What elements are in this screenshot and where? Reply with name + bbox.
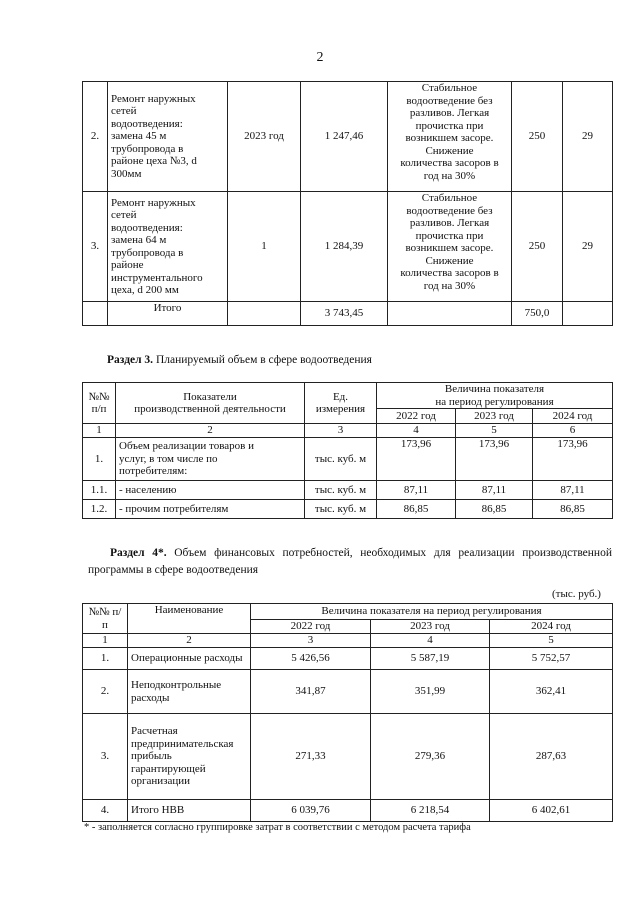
table-row xyxy=(83,438,613,481)
row-number: 1.2. xyxy=(83,500,116,519)
value-cell: 341,87 xyxy=(251,670,371,714)
year-header: 2022 год xyxy=(251,620,371,634)
row-number: 3. xyxy=(83,714,128,800)
text-line: расходы xyxy=(131,691,170,704)
total-label: Итого xyxy=(108,302,228,326)
table-row xyxy=(83,192,613,302)
text-line: водоотведение без xyxy=(406,94,493,107)
table-row xyxy=(83,648,613,670)
value-cell: 173,96 xyxy=(377,438,456,481)
text-line: Ремонт наружных xyxy=(111,92,196,105)
name-cell xyxy=(128,800,251,822)
row-number: 1. xyxy=(83,648,128,670)
value-cell: 173,96 xyxy=(456,438,533,481)
value-cell: 86,85 xyxy=(456,500,533,519)
value-cell: 287,63 xyxy=(490,714,613,800)
indicator-cell xyxy=(116,500,305,519)
total-cost: 3 743,45 xyxy=(301,302,388,326)
text-line: Ремонт наружных xyxy=(111,196,196,209)
text-line: Стабильное xyxy=(421,192,478,204)
text-line: трубопровода в xyxy=(111,246,184,259)
text-line: прочистка при xyxy=(415,119,484,132)
table-row xyxy=(83,670,613,714)
header-unit xyxy=(305,383,377,424)
year-header: 2024 год xyxy=(533,409,613,424)
table-total-row xyxy=(83,302,613,326)
text-line: предпринимательская xyxy=(131,737,234,750)
value-cell: 29 xyxy=(563,82,613,192)
unit-cell: тыс. куб. м xyxy=(305,438,377,481)
text-line: водоотведение без xyxy=(406,204,493,217)
text-line: замена 45 м xyxy=(111,130,167,143)
total-value: 750,0 xyxy=(512,302,563,326)
header-number: №№ п/п xyxy=(83,383,116,424)
row-number: 1. xyxy=(83,438,116,481)
value-cell: 5 752,57 xyxy=(490,648,613,670)
text-line: Итого НВВ xyxy=(131,804,185,817)
row-number: 2. xyxy=(83,82,108,192)
text-line: 300мм xyxy=(111,167,142,180)
year-header: 2024 год xyxy=(490,620,613,634)
volume-table xyxy=(82,382,613,519)
section-title-cont: программы в сфере водоотведения xyxy=(88,564,259,576)
text-line: гарантирующей xyxy=(131,762,206,775)
text-line: Показатели xyxy=(183,390,237,403)
text-line: трубопровода в xyxy=(111,142,184,155)
text-line: Ед. xyxy=(332,390,349,403)
text-line: - населению xyxy=(119,483,177,496)
text-line: Операционные расходы xyxy=(131,652,243,665)
text-line: районе цеха №3, d xyxy=(111,155,197,168)
value-cell: 250 xyxy=(512,82,563,192)
table-row xyxy=(83,500,613,519)
text-line: на период регулирования xyxy=(435,395,554,408)
indicator-cell xyxy=(116,481,305,500)
value-cell: 87,11 xyxy=(456,481,533,500)
section-4-heading xyxy=(88,545,612,579)
year-header: 2022 год xyxy=(377,409,456,424)
text-line: Стабильное xyxy=(421,82,478,94)
table-row xyxy=(83,481,613,500)
text-line: сетей xyxy=(111,209,137,221)
unit-cell: тыс. куб. м xyxy=(305,481,377,500)
text-line: потребителям: xyxy=(119,465,188,478)
text-line: Снижение xyxy=(425,144,474,157)
column-numbers-row: 1 2 3 4 5 xyxy=(83,634,613,648)
row-number: 3. xyxy=(83,192,108,302)
period-cell: 2023 год xyxy=(228,82,301,192)
text-line: измерения xyxy=(315,403,366,415)
text-line: возникшем засоре. xyxy=(405,132,494,144)
text-line: Снижение xyxy=(425,254,474,267)
text-line: Неподконтрольные xyxy=(131,679,222,691)
text-line: инструментального xyxy=(111,271,203,284)
header-value xyxy=(377,383,613,409)
cost-cell: 1 247,46 xyxy=(301,82,388,192)
section-label: Раздел 4*. xyxy=(110,547,167,559)
table-row xyxy=(83,714,613,800)
effect-cell xyxy=(388,192,512,302)
text-line: районе xyxy=(111,259,144,271)
row-number: 2. xyxy=(83,670,128,714)
name-cell xyxy=(128,670,251,714)
text-line: количества засоров в xyxy=(400,267,499,279)
section-title: Объем финансовых потребностей, необходимых для реализации производственной xyxy=(174,547,612,559)
text-line: сетей xyxy=(111,105,137,118)
value-cell: 87,11 xyxy=(377,481,456,500)
text-line: год на 30% xyxy=(423,169,476,182)
name-cell xyxy=(128,714,251,800)
year-header: 2023 год xyxy=(456,409,533,424)
row-number: 4. xyxy=(83,800,128,822)
text-line: производственной деятельности xyxy=(134,403,286,415)
table-row xyxy=(83,800,613,822)
column-numbers-row: 1 2 3 4 5 6 xyxy=(83,424,613,438)
value-cell: 279,36 xyxy=(371,714,490,800)
page-number: 2 xyxy=(316,50,324,65)
value-cell: 29 xyxy=(563,192,613,302)
value-cell: 6 218,54 xyxy=(371,800,490,822)
section-3-heading xyxy=(107,354,372,366)
measure-cell xyxy=(108,82,228,192)
year-header: 2023 год xyxy=(371,620,490,634)
value-cell: 86,85 xyxy=(377,500,456,519)
value-cell: 351,99 xyxy=(371,670,490,714)
name-cell xyxy=(128,648,251,670)
text-line: количества засоров в xyxy=(400,157,499,169)
measures-table xyxy=(82,81,613,326)
text-line: возникшем засоре. xyxy=(405,242,494,254)
text-line: разливов. Легкая xyxy=(409,217,490,229)
text-line: цеха, d 200 мм xyxy=(111,284,179,296)
cost-cell: 1 284,39 xyxy=(301,192,388,302)
value-cell: 5 426,56 xyxy=(251,648,371,670)
measure-cell xyxy=(108,192,228,302)
text-line: замена 64 м xyxy=(111,234,167,246)
footnote: * - заполняется согласно группировке затрат в соответствии с методом расчета тарифа xyxy=(84,822,471,833)
table-row xyxy=(83,82,613,192)
header-indicator xyxy=(116,383,305,424)
text-line: год на 30% xyxy=(423,279,476,292)
text-line: услуг, в том числе по xyxy=(119,452,218,465)
value-cell: 6 402,61 xyxy=(490,800,613,822)
value-cell: 6 039,76 xyxy=(251,800,371,822)
value-cell: 87,11 xyxy=(533,481,613,500)
section-title: Планируемый объем в сфере водоотведения xyxy=(155,354,372,366)
header-name: Наименование xyxy=(128,604,251,634)
unit-note: (тыс. руб.) xyxy=(552,588,601,600)
value-cell: 5 587,19 xyxy=(371,648,490,670)
row-number: 1.1. xyxy=(83,481,116,500)
text-line: Объем реализации товаров и xyxy=(119,440,254,453)
text-line: - прочим потребителям xyxy=(119,502,229,515)
text-line: Величина показателя xyxy=(444,383,545,395)
unit-cell: тыс. куб. м xyxy=(305,500,377,519)
text-line: прибыль xyxy=(131,750,172,763)
header-number: №№ п/п xyxy=(83,604,128,634)
period-cell: 1 xyxy=(228,192,301,302)
section-label: Раздел 3. xyxy=(107,354,154,366)
text-line: разливов. Легкая xyxy=(409,107,490,119)
value-cell: 271,33 xyxy=(251,714,371,800)
header-value: Величина показателя на период регулирования xyxy=(251,604,613,620)
text-line: водоотведения: xyxy=(111,221,183,234)
text-line: Расчетная xyxy=(131,725,178,738)
text-line: организации xyxy=(131,775,191,788)
value-cell: 250 xyxy=(512,192,563,302)
text-line: водоотведения: xyxy=(111,117,183,130)
value-cell: 86,85 xyxy=(533,500,613,519)
effect-cell xyxy=(388,82,512,192)
text-line: прочистка при xyxy=(415,229,484,242)
indicator-cell xyxy=(116,438,305,481)
value-cell: 362,41 xyxy=(490,670,613,714)
value-cell: 173,96 xyxy=(533,438,613,481)
finance-table xyxy=(82,603,613,822)
